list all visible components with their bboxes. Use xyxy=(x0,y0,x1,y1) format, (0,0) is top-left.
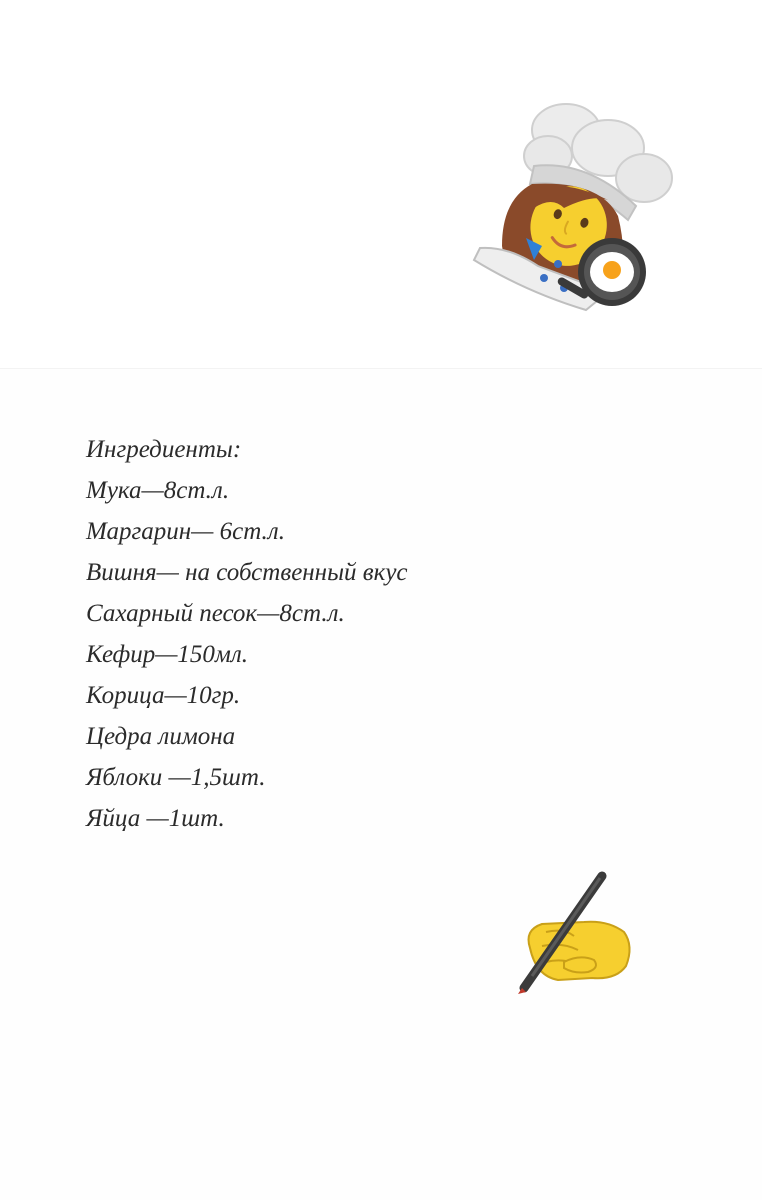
writing-hand-icon xyxy=(512,870,636,996)
woman-cook-icon xyxy=(468,96,680,312)
ingredient-item: Мука—8ст.л. xyxy=(86,477,230,504)
ingredient-item: Маргарин— 6ст.л. xyxy=(86,518,285,545)
ingredient-item: Кефир—150мл. xyxy=(86,641,249,668)
ingredients-heading: Ингредиенты: xyxy=(86,436,242,463)
ingredients-list xyxy=(86,432,686,842)
ingredient-item: Вишня— на собственный вкус xyxy=(86,559,408,586)
ingredient-item: Сахарный песок—8ст.л. xyxy=(86,600,345,627)
ingredient-item: Корица—10гр. xyxy=(86,682,241,709)
ingredient-item: Яйца —1шт. xyxy=(86,805,225,832)
ingredient-item: Цедра лимона xyxy=(86,723,236,750)
ingredient-item: Яблоки —1,5шт. xyxy=(86,764,266,791)
